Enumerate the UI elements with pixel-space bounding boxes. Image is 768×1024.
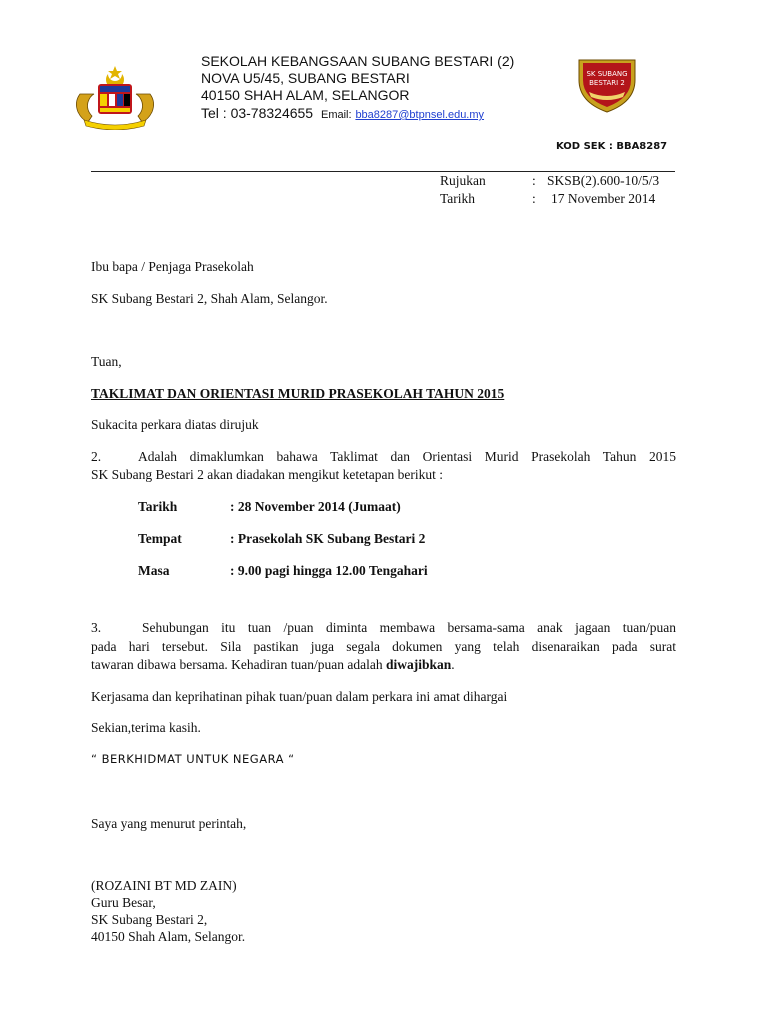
paragraph-3-emphasis: diwajibkan [386, 657, 452, 672]
signatory-name: (ROZAINI BT MD ZAIN) [91, 878, 237, 893]
signatory-organisation: SK Subang Bestari 2, [91, 912, 208, 927]
detail-value-tempat: : Prasekolah SK Subang Bestari 2 [230, 531, 426, 546]
paragraph-2-line-1: Adalah dimaklumkan bahawa Taklimat dan Orientasi Murid Prasekolah Tahun 2015 [138, 449, 676, 464]
paragraph-3-line-2: pada hari tersebut. Sila pastikan juga segala dokumen yang telah disenaraikan pada surat [91, 639, 676, 654]
paragraph-2-line-2: SK Subang Bestari 2 akan diadakan mengikut ketetapan berikut : [91, 467, 444, 482]
signatory-address: 40150 Shah Alam, Selangor. [91, 929, 246, 944]
paragraph-5: Sekian,terima kasih. [91, 720, 201, 735]
school-address-line-2: 40150 SHAH ALAM, SELANGOR [201, 87, 410, 103]
letter-subject: TAKLIMAT DAN ORIENTASI MURID PRASEKOLAH TAHUN 2015 [91, 386, 505, 401]
recipient-line-2: SK Subang Bestari 2, Shah Alam, Selangor. [91, 291, 328, 306]
salutation: Tuan, [91, 354, 122, 369]
paragraph-3-number: 3. [91, 620, 102, 635]
tarikh-value: 17 November 2014 [551, 191, 656, 206]
paragraph-2-number: 2. [91, 449, 102, 464]
tarikh-label: Tarikh [440, 191, 476, 206]
rujukan-label: Rujukan [440, 173, 486, 188]
school-telephone: Tel : 03-78324655 [201, 105, 314, 121]
paragraph-3-line-3 [91, 656, 455, 674]
school-code: KOD SEK : BBA8287 [556, 141, 668, 152]
email-label: Email: [320, 109, 352, 121]
recipient-line-1: Ibu bapa / Penjaga Prasekolah [91, 259, 254, 274]
paragraph-3-period: . [451, 657, 455, 672]
school-badge-icon [573, 54, 641, 114]
badge-text-line-1: SK SUBANG [586, 70, 628, 78]
school-address-line-1: NOVA U5/45, SUBANG BESTARI [201, 70, 410, 86]
detail-value-masa: : 9.00 pagi hingga 12.00 Tengahari [230, 563, 428, 578]
detail-value-tarikh: : 28 November 2014 (Jumaat) [230, 499, 401, 514]
rujukan-colon: : [532, 173, 536, 188]
paragraph-4: Kerjasama dan keprihatinan pihak tuan/puan dalam perkara ini amat dihargai [91, 689, 508, 704]
tarikh-colon: : [532, 191, 536, 206]
paragraph-1: Sukacita perkara diatas dirujuk [91, 417, 259, 432]
detail-label-masa: Masa [138, 563, 170, 578]
motto: “ BERKHIDMAT UNTUK NEGARA “ [91, 752, 295, 766]
closing-line: Saya yang menurut perintah, [91, 816, 247, 831]
signatory-title: Guru Besar, [91, 895, 156, 910]
detail-label-tempat: Tempat [138, 531, 182, 546]
email-link[interactable]: bba8287@btpnsel.edu.my [355, 109, 485, 121]
coat-of-arms-icon [70, 64, 160, 130]
badge-text-line-2: BESTARI 2 [589, 79, 625, 87]
school-name: SEKOLAH KEBANGSAAN SUBANG BESTARI (2) [201, 53, 515, 69]
paragraph-3-line-1: Sehubungan itu tuan /puan diminta membawa bersama-sama anak jagaan tuan/puan [142, 620, 676, 635]
detail-label-tarikh: Tarikh [138, 499, 178, 514]
school-contact-line [201, 104, 484, 125]
rujukan-value: SKSB(2).600-10/5/3 [547, 173, 660, 188]
paragraph-3-line-3-text: tawaran dibawa bersama. Kehadiran tuan/puan adalah [91, 657, 386, 672]
